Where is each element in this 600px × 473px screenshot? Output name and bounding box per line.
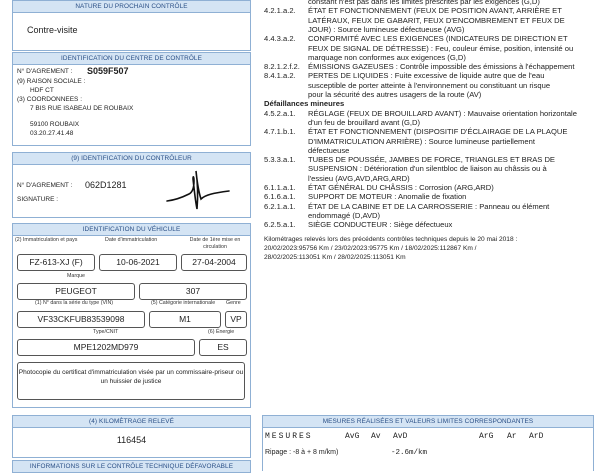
- defect-line: [264, 109, 577, 118]
- defect-code: 6.2.5.a.1.: [264, 220, 296, 230]
- defect-text: pour la sécurité des autres usagers de la route (AV): [308, 90, 482, 99]
- brand-field: PEUGEOT: [17, 283, 135, 300]
- controller-header: (9) IDENTIFICATION DU CONTRÔLEUR: [12, 152, 251, 165]
- center-agreement-value: S059F507: [87, 66, 129, 76]
- defect-line: [264, 6, 562, 15]
- center-address: 7 BIS RUE ISABEAU DE ROUBAIX: [30, 105, 134, 112]
- defect-code: 8.2.1.2.f.2.: [264, 62, 300, 72]
- type-label: Type/CNIT: [93, 329, 119, 335]
- defect-text: susceptible de porter atteinte à l'environnement ou constituant un risque: [308, 80, 551, 90]
- center-header: IDENTIFICATION DU CENTRE DE CONTRÔLE: [12, 52, 251, 65]
- defect-text: endommagé (D,AVD): [308, 210, 381, 220]
- defect-text: SIÈGE CONDUCTEUR : Siège défectueux: [308, 220, 453, 230]
- center-social-label: (9) RAISON SOCIALE :: [17, 78, 86, 85]
- defect-line: [264, 16, 565, 25]
- defect-code: 6.2.1.a.1.: [264, 201, 296, 211]
- defect-line: [264, 220, 452, 229]
- controller-agreement-label: N° D'AGREMENT :: [17, 182, 73, 189]
- defect-line: [264, 118, 420, 127]
- defect-text: marquage non conformes aux exigences (G,D): [308, 52, 466, 62]
- defect-text: LATÉRAUX, FEUX DE GABARIT, FEUX D'ENCOMBREMENT ET FEUX DE: [308, 15, 565, 25]
- measure-col-3: ArG: [479, 432, 494, 441]
- defect-line: [264, 71, 544, 80]
- energy-field: ES: [199, 339, 247, 356]
- minor-defects-header: Défaillances mineures: [264, 99, 345, 109]
- vin-field: VF33CKFUB83539098: [17, 311, 145, 328]
- defect-line: [264, 34, 568, 43]
- km-history-line: 28/02/2025:113051 Km / 28/02/2025:113051 Km: [264, 254, 406, 262]
- defect-text: ÉTAT ET FONCTIONNEMENT (FEUX DE POSITION AVANT, ARRIÈRE ET: [308, 6, 562, 16]
- first-date-field: 27-04-2004: [181, 254, 247, 271]
- category-field: M1: [149, 311, 221, 328]
- defect-text: l'essieu (AVG,AVD,ARG,ARD): [308, 173, 410, 183]
- measures-header: MESURES RÉALISÉES ET VALEURS LIMITES CORRESPONDANTES: [262, 415, 594, 428]
- defect-code: 4.2.1.a.2.: [264, 6, 296, 16]
- defect-line: [264, 202, 549, 211]
- brand-label: Marque: [67, 273, 85, 279]
- vin-label: (1) N° dans la série du type (VIN): [35, 300, 114, 306]
- defect-line: [264, 174, 410, 183]
- defect-code: 6.1.6.a.1.: [264, 192, 296, 202]
- defect-code: 4.4.3.a.2.: [264, 34, 296, 44]
- defect-line: [264, 25, 464, 34]
- center-box: [12, 64, 251, 146]
- defect-code: 8.4.1.a.2.: [264, 71, 296, 81]
- measures-box: [262, 427, 594, 471]
- controller-signature-mark: [163, 167, 233, 215]
- defect-line: [264, 211, 380, 220]
- date-immat-field: 10-06-2021: [99, 254, 177, 271]
- km-header: (4) KILOMÈTRAGE RELEVÉ: [12, 415, 251, 428]
- defect-line: [264, 146, 349, 155]
- controller-agreement-value: 062D1281: [85, 180, 127, 190]
- defect-line: [264, 44, 573, 53]
- next-inspection-box: [12, 12, 251, 51]
- defect-line: [264, 192, 466, 201]
- vehicle-header: IDENTIFICATION DU VÉHICULE: [12, 223, 251, 236]
- km-history-line: 20/02/2023:95756 Km / 23/02/2023:95775 Km / 18/02/2025:112867 Km /: [264, 244, 477, 252]
- defect-text: ÉTAT DE LA CABINE ET DE LA CARROSSERIE : Panneau ou élément: [308, 201, 550, 211]
- genre-label: Genre: [226, 300, 241, 306]
- next-inspection-value: Contre-visite: [27, 25, 78, 35]
- defect-text: TUBES DE POUSSÉE, JAMBES DE FORCE, TRIANGLES ET BRAS DE: [308, 155, 555, 165]
- genre-field: VP: [225, 311, 247, 328]
- km-history-line: Kilométrages relevés lors des précédents contrôles techniques depuis le 20 mai 2018 :: [264, 235, 518, 243]
- immat-field: FZ-613-XJ (F): [17, 254, 95, 271]
- controller-box: [12, 164, 251, 218]
- defect-partial-line: constant n'est pas dans les limites prescrites par les exigences (G,D): [308, 0, 540, 6]
- defect-line: [264, 137, 535, 146]
- defect-line: [264, 81, 550, 90]
- defect-text: ÉMISSIONS GAZEUSES : Contrôle impossible des émissions à l'échappement: [308, 62, 575, 72]
- unfavorable-header: INFORMATIONS SUR LE CONTRÔLE TECHNIQUE DÉFAVORABLE: [12, 460, 251, 473]
- defect-text: d'un feu de brouillard avant (G,D): [308, 117, 421, 127]
- measure-col-5: ArD: [529, 432, 544, 441]
- defect-line: [264, 90, 481, 99]
- measure-col-1: Av: [371, 432, 381, 441]
- energy-label: (6) Énergie: [208, 329, 235, 335]
- immat-label: (2) Immatriculation et pays: [15, 237, 78, 243]
- date-immat-label: Date d'immatriculation: [105, 237, 158, 243]
- type-field: MPE1202MD979: [17, 339, 195, 356]
- defect-text: ÉTAT GÉNÉRAL DU CHÂSSIS : Corrosion (ARG,ARD): [308, 183, 494, 192]
- defect-code: 6.1.1.a.1.: [264, 183, 296, 192]
- defect-text: défectueuse: [308, 145, 350, 155]
- defect-text: FEUX DE SIGNAL DE DÉTRESSE) : Feu, couleur émise, position, intensité ou: [308, 43, 574, 53]
- defect-code: 5.3.3.a.1.: [264, 155, 296, 165]
- defect-text: RÉGLAGE (FEUX DE BROUILLARD AVANT) : Mauvaise orientation horizontale: [308, 108, 577, 118]
- model-field: 307: [139, 283, 247, 300]
- defect-code: 4.7.1.b.1.: [264, 127, 296, 137]
- defect-text: PERTES DE LIQUIDES : Fuite excessive de liquide autre que de l'eau: [308, 71, 545, 81]
- km-box: [12, 427, 251, 458]
- measures-row-label: MESURES: [265, 432, 313, 441]
- defect-line: [264, 164, 547, 173]
- defect-line: [264, 183, 494, 192]
- controller-signature-label: SIGNATURE :: [17, 196, 59, 203]
- document-note: Photocopie du certificat d'immatriculation visée par un commissaire-priseur ou un huissier de justice: [17, 362, 245, 400]
- defect-text: JOUR) : Source lumineuse défectueuse (AVG): [308, 24, 465, 34]
- defect-line: [264, 53, 466, 62]
- measure-col-2: AvD: [393, 432, 408, 441]
- next-inspection-header: NATURE DU PROCHAIN CONTRÔLE: [12, 0, 251, 13]
- defect-code: 4.5.2.a.1.: [264, 108, 296, 118]
- ripage-label: Ripage : -8 à + 8 m/km): [265, 449, 339, 456]
- defect-text: ÉTAT ET FONCTIONNEMENT (DISPOSITIF D'ÉCLAIRAGE DE LA PLAQUE: [308, 127, 568, 137]
- defect-line: [264, 155, 555, 164]
- defect-line: [264, 127, 567, 136]
- center-phone: 03.20.27.41.48: [30, 130, 74, 137]
- ripage-value: -2.6m/km: [391, 449, 428, 457]
- category-label: (5) Catégorie internationale: [151, 300, 216, 306]
- center-social-value: HDF CT: [30, 87, 54, 94]
- defect-text: SUSPENSION : Détérioration d'un silentbloc de liaison au châssis ou à: [308, 164, 547, 174]
- vehicle-box: [12, 235, 251, 408]
- measure-col-0: AvG: [345, 432, 360, 441]
- defect-text: D'IMMATRICULATION ARRIÈRE) : Source lumineuse partiellement: [308, 136, 535, 146]
- defect-text: SUPPORT DE MOTEUR : Anomalie de fixation: [308, 192, 467, 202]
- km-value: 116454: [116, 435, 147, 445]
- measure-col-4: Ar: [507, 432, 517, 441]
- defect-line: [264, 62, 575, 71]
- center-agreement-label: N° D'AGREMENT :: [17, 68, 73, 75]
- defect-text: CONFORMITÉ AVEC LES EXIGENCES (INDICATEURS DE DIRECTION ET: [308, 34, 568, 44]
- center-city: 59100 ROUBAIX: [30, 121, 80, 128]
- center-coord-label: (3) COORDONNEES :: [17, 96, 83, 103]
- first-date-label: Date de 1ère mise en circulation: [189, 237, 241, 250]
